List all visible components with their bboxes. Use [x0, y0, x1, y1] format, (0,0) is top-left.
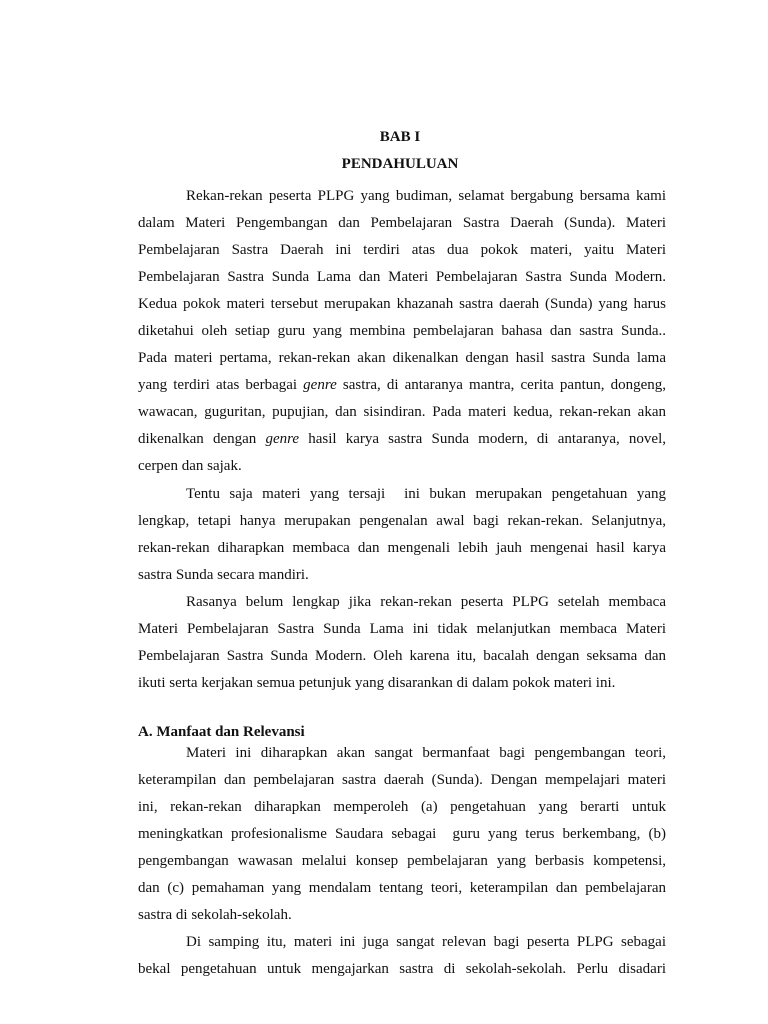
text-line: Rekan-rekan peserta PLPG yang budiman, selamat bergabung bersama kami — [186, 188, 666, 204]
genre-term: genre — [265, 431, 300, 447]
text-line: Di samping itu, materi ini juga sangat relevan bagi peserta PLPG sebagai — [186, 934, 666, 950]
text-line: ikuti serta kerjakan semua petunjuk yang disarankan di dalam pokok materi ini. — [138, 675, 616, 691]
section-a-paragraph-2 — [138, 929, 666, 983]
text-line: sastra di sekolah-sekolah. — [138, 907, 292, 923]
section-heading: A. Manfaat dan Relevansi — [138, 724, 305, 740]
intro-paragraph-2 — [138, 481, 666, 589]
text-line: meningkatkan profesionalisme Saudara sebagai guru yang terus berkembang, (b) — [138, 826, 666, 842]
text-line: Materi Pembelajaran Sastra Sunda Lama ini tidak melanjutkan membaca Materi — [138, 621, 666, 637]
text-line: bekal pengetahuan untuk mengajarkan sastra di sekolah-sekolah. Perlu disadari — [138, 961, 666, 977]
text-line: cerpen dan sajak. — [138, 458, 242, 474]
genre-term: genre — [303, 377, 337, 393]
section-a-paragraph-1 — [138, 740, 666, 929]
text-line: dan (c) pemahaman yang mendalam tentang teori, keterampilan dan pembelajaran — [138, 880, 666, 896]
text-line: Rasanya belum lengkap jika rekan-rekan peserta PLPG setelah membaca — [186, 594, 666, 610]
text-line: Pembelajaran Sastra Sunda Modern. Oleh karena itu, bacalah dengan seksama dan — [138, 648, 666, 664]
text-line: Kedua pokok materi tersebut merupakan khazanah sastra daerah (Sunda) yang harus — [138, 296, 666, 312]
chapter-number: BAB I — [379, 129, 421, 145]
text-line: rekan-rekan diharapkan membaca dan mengenali lebih jauh mengenai hasil karya — [138, 540, 666, 556]
text-line: sastra Sunda secara mandiri. — [138, 567, 309, 583]
chapter-title: PENDAHULUAN — [341, 156, 459, 172]
text-line: Tentu saja materi yang tersaji ini bukan merupakan pengetahuan yang — [186, 486, 666, 502]
text-line: Materi ini diharapkan akan sangat bermanfaat bagi pengembangan teori, — [186, 745, 666, 761]
text-line: lengkap, tetapi hanya merupakan pengenalan awal bagi rekan-rekan. Selanjutnya, — [138, 513, 666, 529]
text-line: keterampilan dan pembelajaran sastra daerah (Sunda). Dengan mempelajari materi — [138, 772, 666, 788]
text-line: Pada materi pertama, rekan-rekan akan dikenalkan dengan hasil sastra Sunda lama — [138, 350, 666, 366]
text-line: dalam Materi Pengembangan dan Pembelajaran Sastra Daerah (Sunda). Materi — [138, 215, 666, 231]
text-line: Pembelajaran Sastra Daerah ini terdiri atas dua pokok materi, yaitu Materi — [138, 242, 666, 258]
text-line: dikenalkan dengan genre hasil karya sastra Sunda modern, di antaranya, novel, — [138, 431, 666, 447]
text-line: Pembelajaran Sastra Sunda Lama dan Materi Pembelajaran Sastra Sunda Modern. — [138, 269, 666, 285]
intro-paragraph-1 — [138, 183, 666, 480]
text-line: ini, rekan-rekan diharapkan memperoleh (a) pengetahuan yang berarti untuk — [138, 799, 666, 815]
intro-paragraph-3 — [138, 589, 666, 697]
text-line: diketahui oleh setiap guru yang membina pembelajaran bahasa dan sastra Sunda.. — [138, 323, 666, 339]
text-line: pengembangan wawasan melalui konsep pembelajaran yang berbasis kompetensi, — [138, 853, 666, 869]
text-line: yang terdiri atas berbagai genre sastra, di antaranya mantra, cerita pantun, dongeng, — [138, 377, 666, 393]
text-line: wawacan, guguritan, pupujian, dan sisindiran. Pada materi kedua, rekan-rekan akan — [138, 404, 666, 420]
